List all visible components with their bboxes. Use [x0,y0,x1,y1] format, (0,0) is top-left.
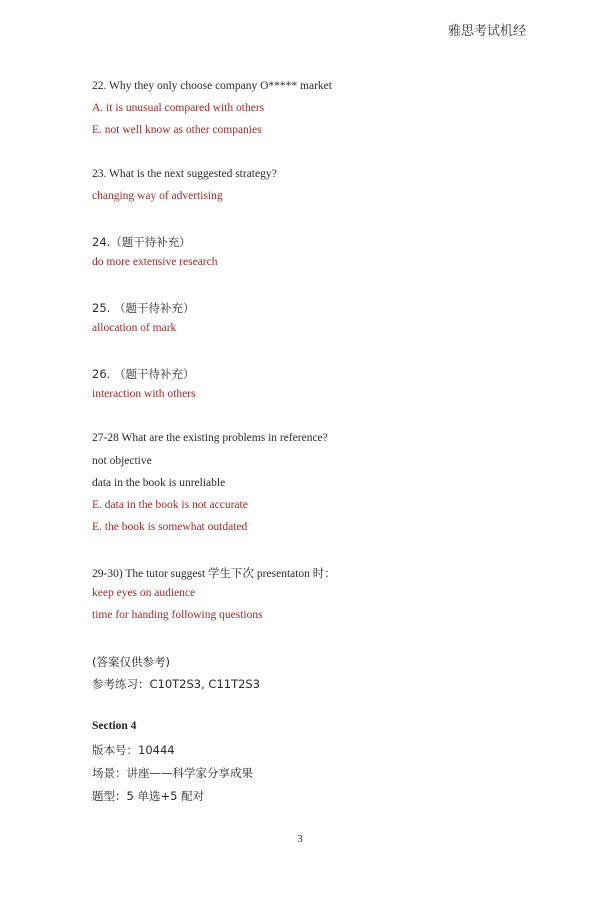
question-23-text: 23. What is the next suggested strategy? [92,168,277,180]
page-number: 3 [297,833,303,845]
answer-disclaimer: (答案仅供参考) [92,655,170,669]
question-24-text: 24.（题干待补充） [92,235,191,249]
question-29-30-text: 29-30) The tutor suggest 学生下次 presentaton 时： [92,568,336,580]
question-25-answer: allocation of mark [92,322,177,334]
question-29-30-answer-1: keep eyes on audience [92,587,196,599]
page-header-title: 雅思考试机经 [447,24,526,39]
question-22-text: 22. Why they only choose company O***** market [92,80,332,92]
question-27-28-text: 27-28 What are the existing problems in reference? [92,432,328,444]
question-23-answer: changing way of advertising [92,190,223,202]
reference-practice: 参考练习：C10T2S3, C11T2S3 [92,677,261,691]
question-22-answer-e: E. not well know as other companies [92,124,262,136]
question-27-28-line-2: data in the book is unreliable [92,477,226,489]
question-27-28-answer-1: E. data in the book is not accurate [92,499,248,511]
question-27-28-answer-2: E. the book is somewhat outdated [92,521,248,533]
section-4-version: 版本号：10444 [92,743,175,757]
question-27-28-line-1: not objective [92,455,152,467]
question-26-text: 26. （题干待补充） [92,367,195,381]
question-24-answer: do more extensive research [92,256,218,268]
question-22-answer-a: A. it is unusual compared with others [92,102,265,114]
section-4-title: Section 4 [92,720,137,732]
section-4-question-type: 题型：5 单选+5 配对 [92,789,205,803]
section-4-scene: 场景：讲座——科学家分享成果 [92,766,253,780]
question-26-answer: interaction with others [92,388,196,400]
question-25-text: 25. （题干待补充） [92,301,195,315]
question-29-30-answer-2: time for handing following questions [92,609,263,621]
